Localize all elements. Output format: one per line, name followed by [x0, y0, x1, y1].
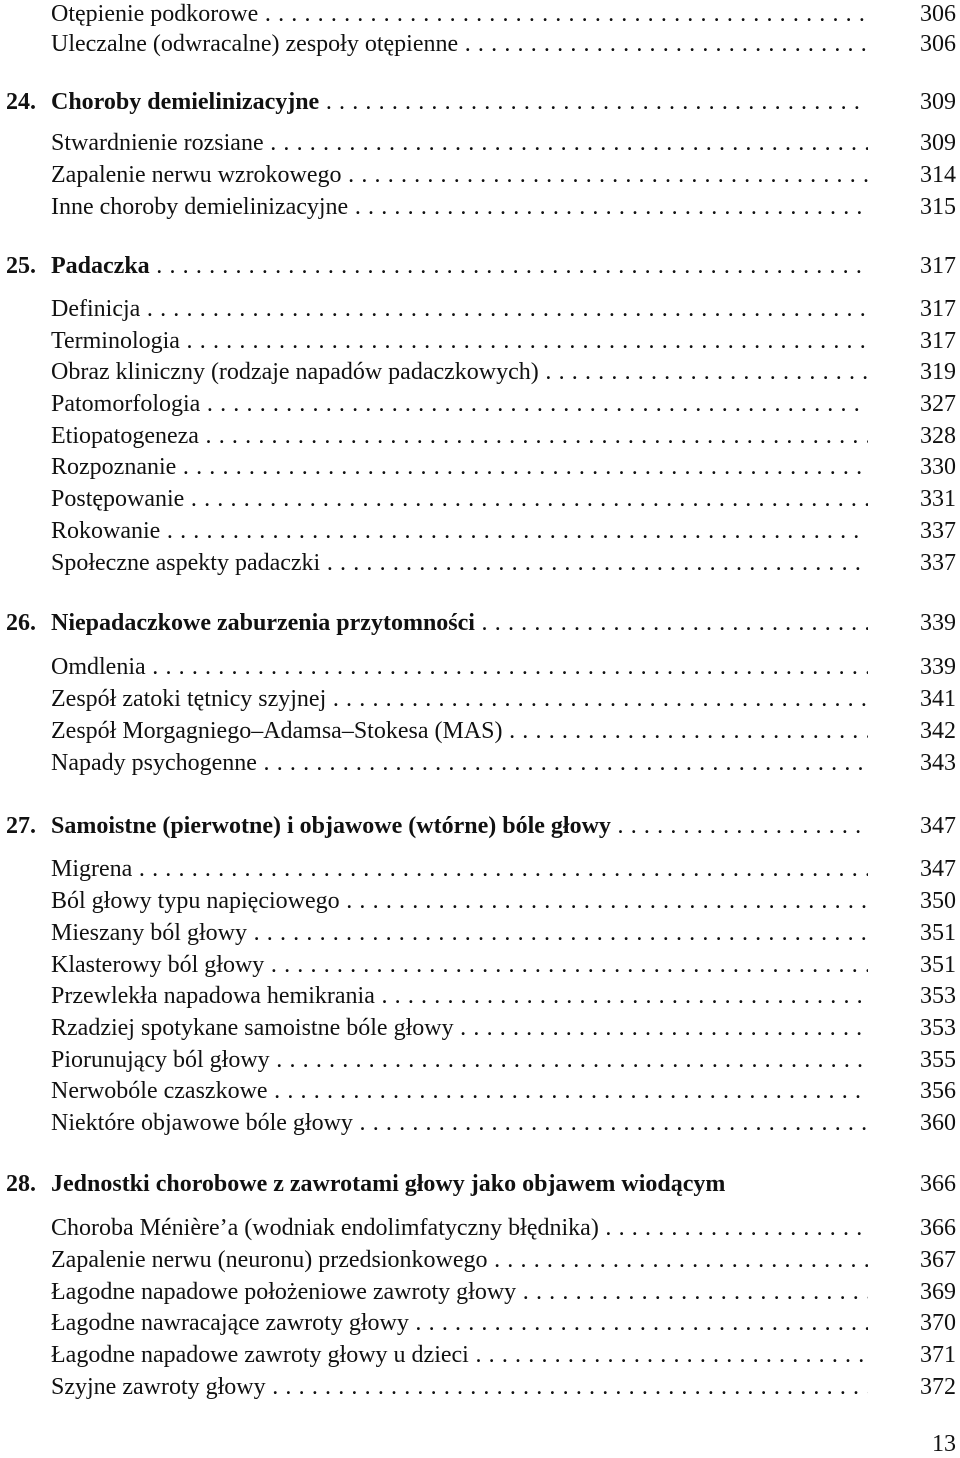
toc-section-entry	[0, 855, 960, 885]
entry-page-number: 369	[920, 1279, 956, 1305]
toc-section-entry	[0, 1246, 960, 1276]
entry-title: Łagodne napadowe położeniowe zawroty głowy . . .	[51, 1278, 868, 1306]
toc-section-entry	[0, 749, 960, 779]
toc-section-entry	[0, 161, 960, 191]
entry-title: Obraz kliniczny (rodzaje napadów padaczkowych) . . .	[51, 358, 868, 386]
toc-section-entry	[0, 422, 960, 452]
toc-section-entry	[0, 193, 960, 223]
toc-section-entry	[0, 129, 960, 159]
toc-section-entry	[0, 1046, 960, 1076]
entry-title: Samoistne (pierwotne) i objawowe (wtórne) bóle głowy . . .	[51, 812, 868, 840]
chapter-number: 24.	[6, 89, 36, 115]
entry-title: Napady psychogenne . . .	[51, 749, 868, 777]
entry-page-number: 355	[920, 1047, 956, 1073]
toc-section-entry	[0, 390, 960, 420]
entry-title: Choroba Ménière’a (wodniak endolimfatyczny błędnika) . . .	[51, 1214, 868, 1242]
toc-section-entry	[0, 982, 960, 1012]
toc-section-entry	[0, 358, 960, 388]
entry-page-number: 317	[920, 296, 956, 322]
entry-title: Łagodne napadowe zawroty głowy u dzieci . . .	[51, 1341, 868, 1369]
chapter-number: 28.	[6, 1171, 36, 1197]
entry-title: Migrena . . .	[51, 855, 868, 883]
entry-title: Postępowanie . . .	[51, 485, 868, 513]
entry-page-number: 353	[920, 1015, 956, 1041]
toc-section-entry	[0, 653, 960, 683]
entry-title: Uleczalne (odwracalne) zespoły otępienne . . .	[51, 30, 868, 58]
entry-title: Rzadziej spotykane samoistne bóle głowy . . .	[51, 1014, 868, 1042]
entry-page-number: 351	[920, 920, 956, 946]
entry-page-number: 306	[920, 31, 956, 57]
entry-page-number: 339	[920, 654, 956, 680]
entry-title: Rokowanie . . .	[51, 517, 868, 545]
toc-chapter-entry	[0, 609, 960, 639]
entry-page-number: 306	[920, 1, 956, 27]
entry-page-number: 347	[920, 813, 956, 839]
entry-page-number: 343	[920, 750, 956, 776]
entry-page-number: 360	[920, 1110, 956, 1136]
entry-title: Niepadaczkowe zaburzenia przytomności . . .	[51, 609, 868, 637]
toc-chapter-entry	[0, 812, 960, 842]
entry-title: Przewlekła napadowa hemikrania . . .	[51, 982, 868, 1010]
entry-title: Etiopatogeneza . . .	[51, 422, 868, 450]
entry-page-number: 347	[920, 856, 956, 882]
toc-section-entry	[0, 295, 960, 325]
entry-page-number: 331	[920, 486, 956, 512]
toc-section-entry	[0, 887, 960, 917]
toc-section-entry	[0, 327, 960, 357]
entry-page-number: 342	[920, 718, 956, 744]
entry-page-number: 366	[920, 1215, 956, 1241]
entry-title: Zespół zatoki tętnicy szyjnej . . .	[51, 685, 868, 713]
entry-title: Piorunujący ból głowy . . .	[51, 1046, 868, 1074]
toc-section-entry	[0, 453, 960, 483]
toc-chapter-entry	[0, 252, 960, 282]
toc-section-entry	[0, 1077, 960, 1107]
toc-section-entry	[0, 717, 960, 747]
toc-section-entry	[0, 1309, 960, 1339]
entry-title: Łagodne nawracające zawroty głowy . . .	[51, 1309, 868, 1337]
toc-section-entry	[0, 549, 960, 579]
entry-page-number: 351	[920, 952, 956, 978]
page-number: 13	[932, 1431, 956, 1457]
entry-title: Zespół Morgagniego–Adamsa–Stokesa (MAS) . . .	[51, 717, 868, 745]
entry-title: Niektóre objawowe bóle głowy . . .	[51, 1109, 868, 1137]
toc-section-entry	[0, 1214, 960, 1244]
entry-page-number: 319	[920, 359, 956, 385]
entry-page-number: 366	[920, 1171, 956, 1197]
entry-page-number: 353	[920, 983, 956, 1009]
entry-page-number: 330	[920, 454, 956, 480]
chapter-number: 27.	[6, 813, 36, 839]
entry-page-number: 315	[920, 194, 956, 220]
entry-title: Mieszany ból głowy . . .	[51, 919, 868, 947]
toc-section-entry	[0, 30, 960, 60]
entry-title: Zapalenie nerwu wzrokowego . . .	[51, 161, 868, 189]
chapter-number: 26.	[6, 610, 36, 636]
entry-page-number: 356	[920, 1078, 956, 1104]
entry-title: Jednostki chorobowe z zawrotami głowy jako objawem wiodącym	[51, 1171, 726, 1197]
entry-title: Choroby demielinizacyjne . . .	[51, 88, 868, 116]
entry-page-number: 309	[920, 89, 956, 115]
entry-title: Omdlenia . . .	[51, 653, 868, 681]
entry-page-number: 327	[920, 391, 956, 417]
entry-title: Inne choroby demielinizacyjne . . .	[51, 193, 868, 221]
entry-page-number: 371	[920, 1342, 956, 1368]
toc-section-entry	[0, 1341, 960, 1371]
toc-section-entry	[0, 685, 960, 715]
entry-page-number: 341	[920, 686, 956, 712]
toc-section-entry	[0, 0, 960, 30]
toc-section-entry	[0, 485, 960, 515]
entry-page-number: 367	[920, 1247, 956, 1273]
toc-section-entry	[0, 517, 960, 547]
entry-title: Zapalenie nerwu (neuronu) przedsionkowego . . .	[51, 1246, 868, 1274]
entry-page-number: 372	[920, 1374, 956, 1400]
entry-title: Patomorfologia . . .	[51, 390, 868, 418]
entry-page-number: 339	[920, 610, 956, 636]
entry-page-number: 337	[920, 550, 956, 576]
entry-title: Nerwobóle czaszkowe . . .	[51, 1077, 868, 1105]
entry-page-number: 337	[920, 518, 956, 544]
entry-page-number: 317	[920, 253, 956, 279]
entry-title: Definicja . . .	[51, 295, 868, 323]
chapter-number: 25.	[6, 253, 36, 279]
entry-page-number: 309	[920, 130, 956, 156]
entry-title: Klasterowy ból głowy . . .	[51, 951, 868, 979]
toc-chapter-entry	[0, 88, 960, 118]
entry-title: Terminologia . . .	[51, 327, 868, 355]
toc-section-entry	[0, 1278, 960, 1308]
toc-section-entry	[0, 1014, 960, 1044]
entry-page-number: 370	[920, 1310, 956, 1336]
entry-title: Stwardnienie rozsiane . . .	[51, 129, 868, 157]
entry-title: Ból głowy typu napięciowego . . .	[51, 887, 868, 915]
entry-page-number: 317	[920, 328, 956, 354]
entry-title: Społeczne aspekty padaczki . . .	[51, 549, 868, 577]
toc-section-entry	[0, 919, 960, 949]
entry-title: Szyjne zawroty głowy . . .	[51, 1373, 868, 1401]
toc-chapter-entry	[0, 1170, 960, 1200]
toc-section-entry	[0, 1373, 960, 1403]
entry-page-number: 314	[920, 162, 956, 188]
toc-section-entry	[0, 1109, 960, 1139]
entry-title: Otępienie podkorowe . . .	[51, 0, 868, 28]
entry-title: Rozpoznanie . . .	[51, 453, 868, 481]
entry-page-number: 350	[920, 888, 956, 914]
toc-section-entry	[0, 951, 960, 981]
entry-page-number: 328	[920, 423, 956, 449]
entry-title: Padaczka . . .	[51, 252, 868, 280]
